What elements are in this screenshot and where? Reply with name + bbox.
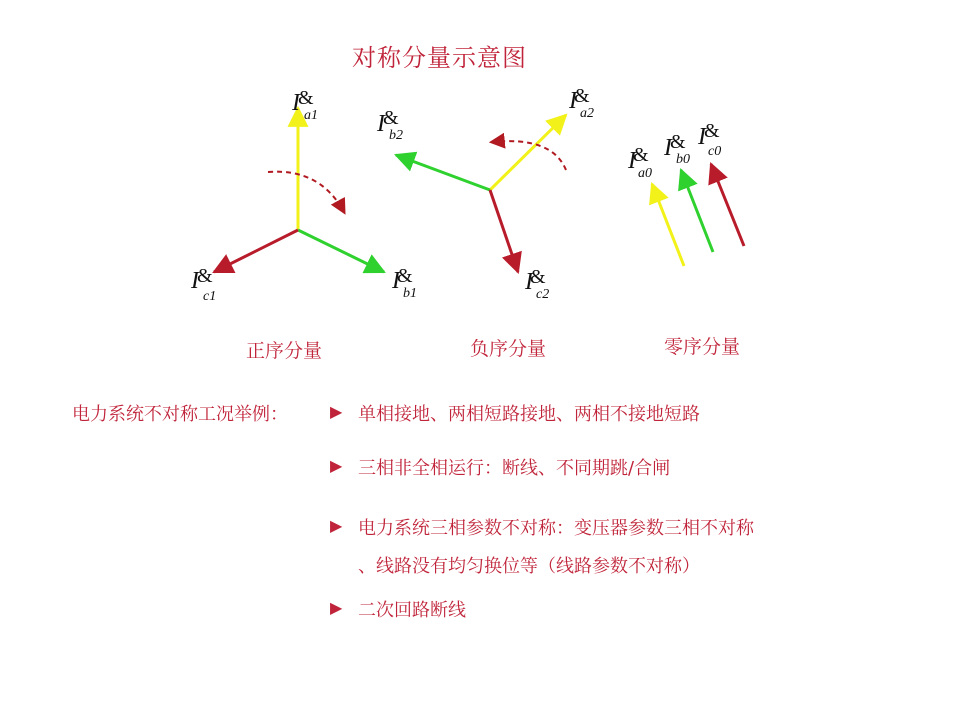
svg-text:b2: b2 <box>389 128 403 143</box>
triangle-bullet-icon: ▶ <box>330 456 343 475</box>
example-item-text-continued: 、线路没有均匀换位等（线路参数不对称） <box>358 556 700 577</box>
page-title: 对称分量示意图 <box>352 44 527 72</box>
positive-label-a <box>291 87 318 123</box>
svg-text:&: & <box>197 265 213 287</box>
positive-sequence-caption: 正序分量 <box>246 340 323 362</box>
svg-text:a2: a2 <box>580 106 594 121</box>
svg-text:&: & <box>670 131 686 153</box>
positive-label-c <box>190 265 216 304</box>
negative-rotation-arrow <box>492 141 566 170</box>
svg-text:a0: a0 <box>638 166 652 181</box>
svg-text:&: & <box>574 85 590 107</box>
svg-text:a1: a1 <box>304 108 318 123</box>
negative-sequence-caption: 负序分量 <box>470 338 547 360</box>
example-item-text: 单相接地、两相短路接地、两相不接地短路 <box>358 404 700 425</box>
triangle-bullet-icon: ▶ <box>330 598 343 617</box>
svg-text:I: I <box>628 148 636 174</box>
positive-phasor-b <box>298 230 384 272</box>
svg-text:&: & <box>633 144 649 166</box>
svg-text:&: & <box>530 266 546 288</box>
svg-text:c0: c0 <box>708 144 722 159</box>
negative-phasor-c <box>490 190 518 272</box>
svg-text:I: I <box>191 268 199 294</box>
svg-text:&: & <box>704 120 720 142</box>
negative-label-c <box>524 266 549 302</box>
svg-text:I: I <box>377 111 385 137</box>
negative-phasor-a <box>490 115 566 190</box>
svg-text:c2: c2 <box>536 287 550 302</box>
zero-phasor-b <box>681 170 713 252</box>
positive-label-b <box>391 265 417 301</box>
zero-label-c <box>697 120 721 159</box>
svg-text:b1: b1 <box>403 286 417 301</box>
example-item-text: 电力系统三相参数不对称：变压器参数三相不对称 <box>358 518 754 539</box>
positive-phasor-c <box>214 230 298 272</box>
triangle-bullet-icon: ▶ <box>330 402 343 421</box>
svg-text:I: I <box>569 88 577 114</box>
triangle-bullet-icon: ▶ <box>330 516 343 535</box>
zero-phasor-a <box>652 184 684 266</box>
svg-text:I: I <box>664 135 672 161</box>
svg-text:&: & <box>397 265 413 287</box>
svg-text:&: & <box>298 87 314 109</box>
svg-text:b0: b0 <box>676 152 690 167</box>
svg-text:c1: c1 <box>203 289 217 304</box>
zero-label-b <box>663 131 690 167</box>
zero-phasor-c <box>711 164 744 246</box>
svg-text:&: & <box>383 107 399 129</box>
svg-text:I: I <box>392 268 400 294</box>
zero-sequence-caption: 零序分量 <box>664 336 741 358</box>
examples-heading: 电力系统不对称工况举例： <box>72 404 288 425</box>
svg-text:I: I <box>292 90 300 116</box>
example-item-text: 二次回路断线 <box>358 600 466 621</box>
example-item-text: 三相非全相运行：断线、不同期跳/合闸 <box>358 458 671 479</box>
negative-label-b <box>376 107 403 143</box>
zero-label-a <box>627 144 652 181</box>
svg-text:I: I <box>698 124 706 150</box>
positive-rotation-arrow <box>268 172 344 212</box>
zero-sequence-diagram <box>627 120 744 266</box>
negative-label-a <box>568 85 594 121</box>
negative-phasor-b <box>396 155 490 190</box>
svg-text:I: I <box>525 269 533 295</box>
